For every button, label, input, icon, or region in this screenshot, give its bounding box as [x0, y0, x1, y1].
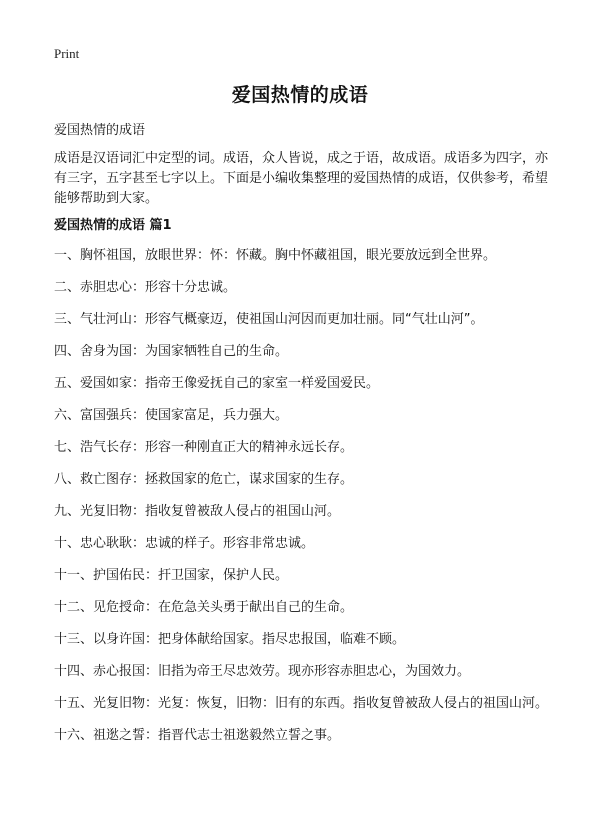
list-item: 六、富国强兵：使国家富足，兵力强大。: [54, 408, 289, 423]
list-item: 八、救亡图存：拯救国家的危亡，谋求国家的生存。: [54, 472, 354, 487]
list-item: 十五、光复旧物：光复：恢复，旧物：旧有的东西。指收复曾被敌人侵占的祖国山河。: [54, 696, 549, 711]
list-item: 七、浩气长存：形容一种刚直正大的精神永远长存。: [54, 440, 354, 455]
list-item: 十六、祖逖之誓：指晋代志士祖逖毅然立誓之事。: [54, 728, 341, 743]
section-title: 爱国热情的成语 篇1: [54, 218, 172, 233]
list-item: 九、光复旧物：指收复曾被敌人侵占的祖国山河。: [54, 504, 341, 519]
list-item: 十、忠心耿耿：忠诚的样子。形容非常忠诚。: [54, 536, 315, 551]
subheading: 爱国热情的成语: [54, 123, 146, 138]
list-item: 一、胸怀祖国，放眼世界：怀：怀藏。胸中怀藏祖国，眼光要放远到全世界。: [54, 248, 497, 263]
page-title: 爱国热情的成语: [231, 84, 369, 106]
list-item: 三、气壮河山：形容气概豪迈，使祖国山河因而更加壮丽。同“气壮山河”。: [54, 312, 484, 327]
idiom-list: [54, 247, 548, 759]
list-item: 五、爱国如家：指帝王像爱抚自己的家室一样爱国爱民。: [54, 376, 380, 391]
list-item: 十四、赤心报国：旧指为帝王尽忠效劳。现亦形容赤胆忠心，为国效力。: [54, 664, 471, 679]
list-item: 四、舍身为国：为国家牺牲自己的生命。: [54, 344, 289, 359]
print-link[interactable]: Print: [54, 46, 80, 61]
list-item: 十三、以身许国：把身体献给国家。指尽忠报国，临难不顾。: [54, 632, 406, 647]
list-item: 二、赤胆忠心：形容十分忠诚。: [54, 280, 237, 295]
intro-paragraph: 成语是汉语词汇中定型的词。成语，众人皆说，成之于语，故成语。成语多为四字，亦有三字，五字甚至七字以上。下面是小编收集整理的爱国热情的成语，仅供参考，希望能够帮助到大家。: [54, 151, 549, 206]
list-item: 十二、见危授命：在危急关头勇于献出自己的生命。: [54, 600, 354, 615]
list-item: 十一、护国佑民：扞卫国家，保护人民。: [54, 568, 289, 583]
